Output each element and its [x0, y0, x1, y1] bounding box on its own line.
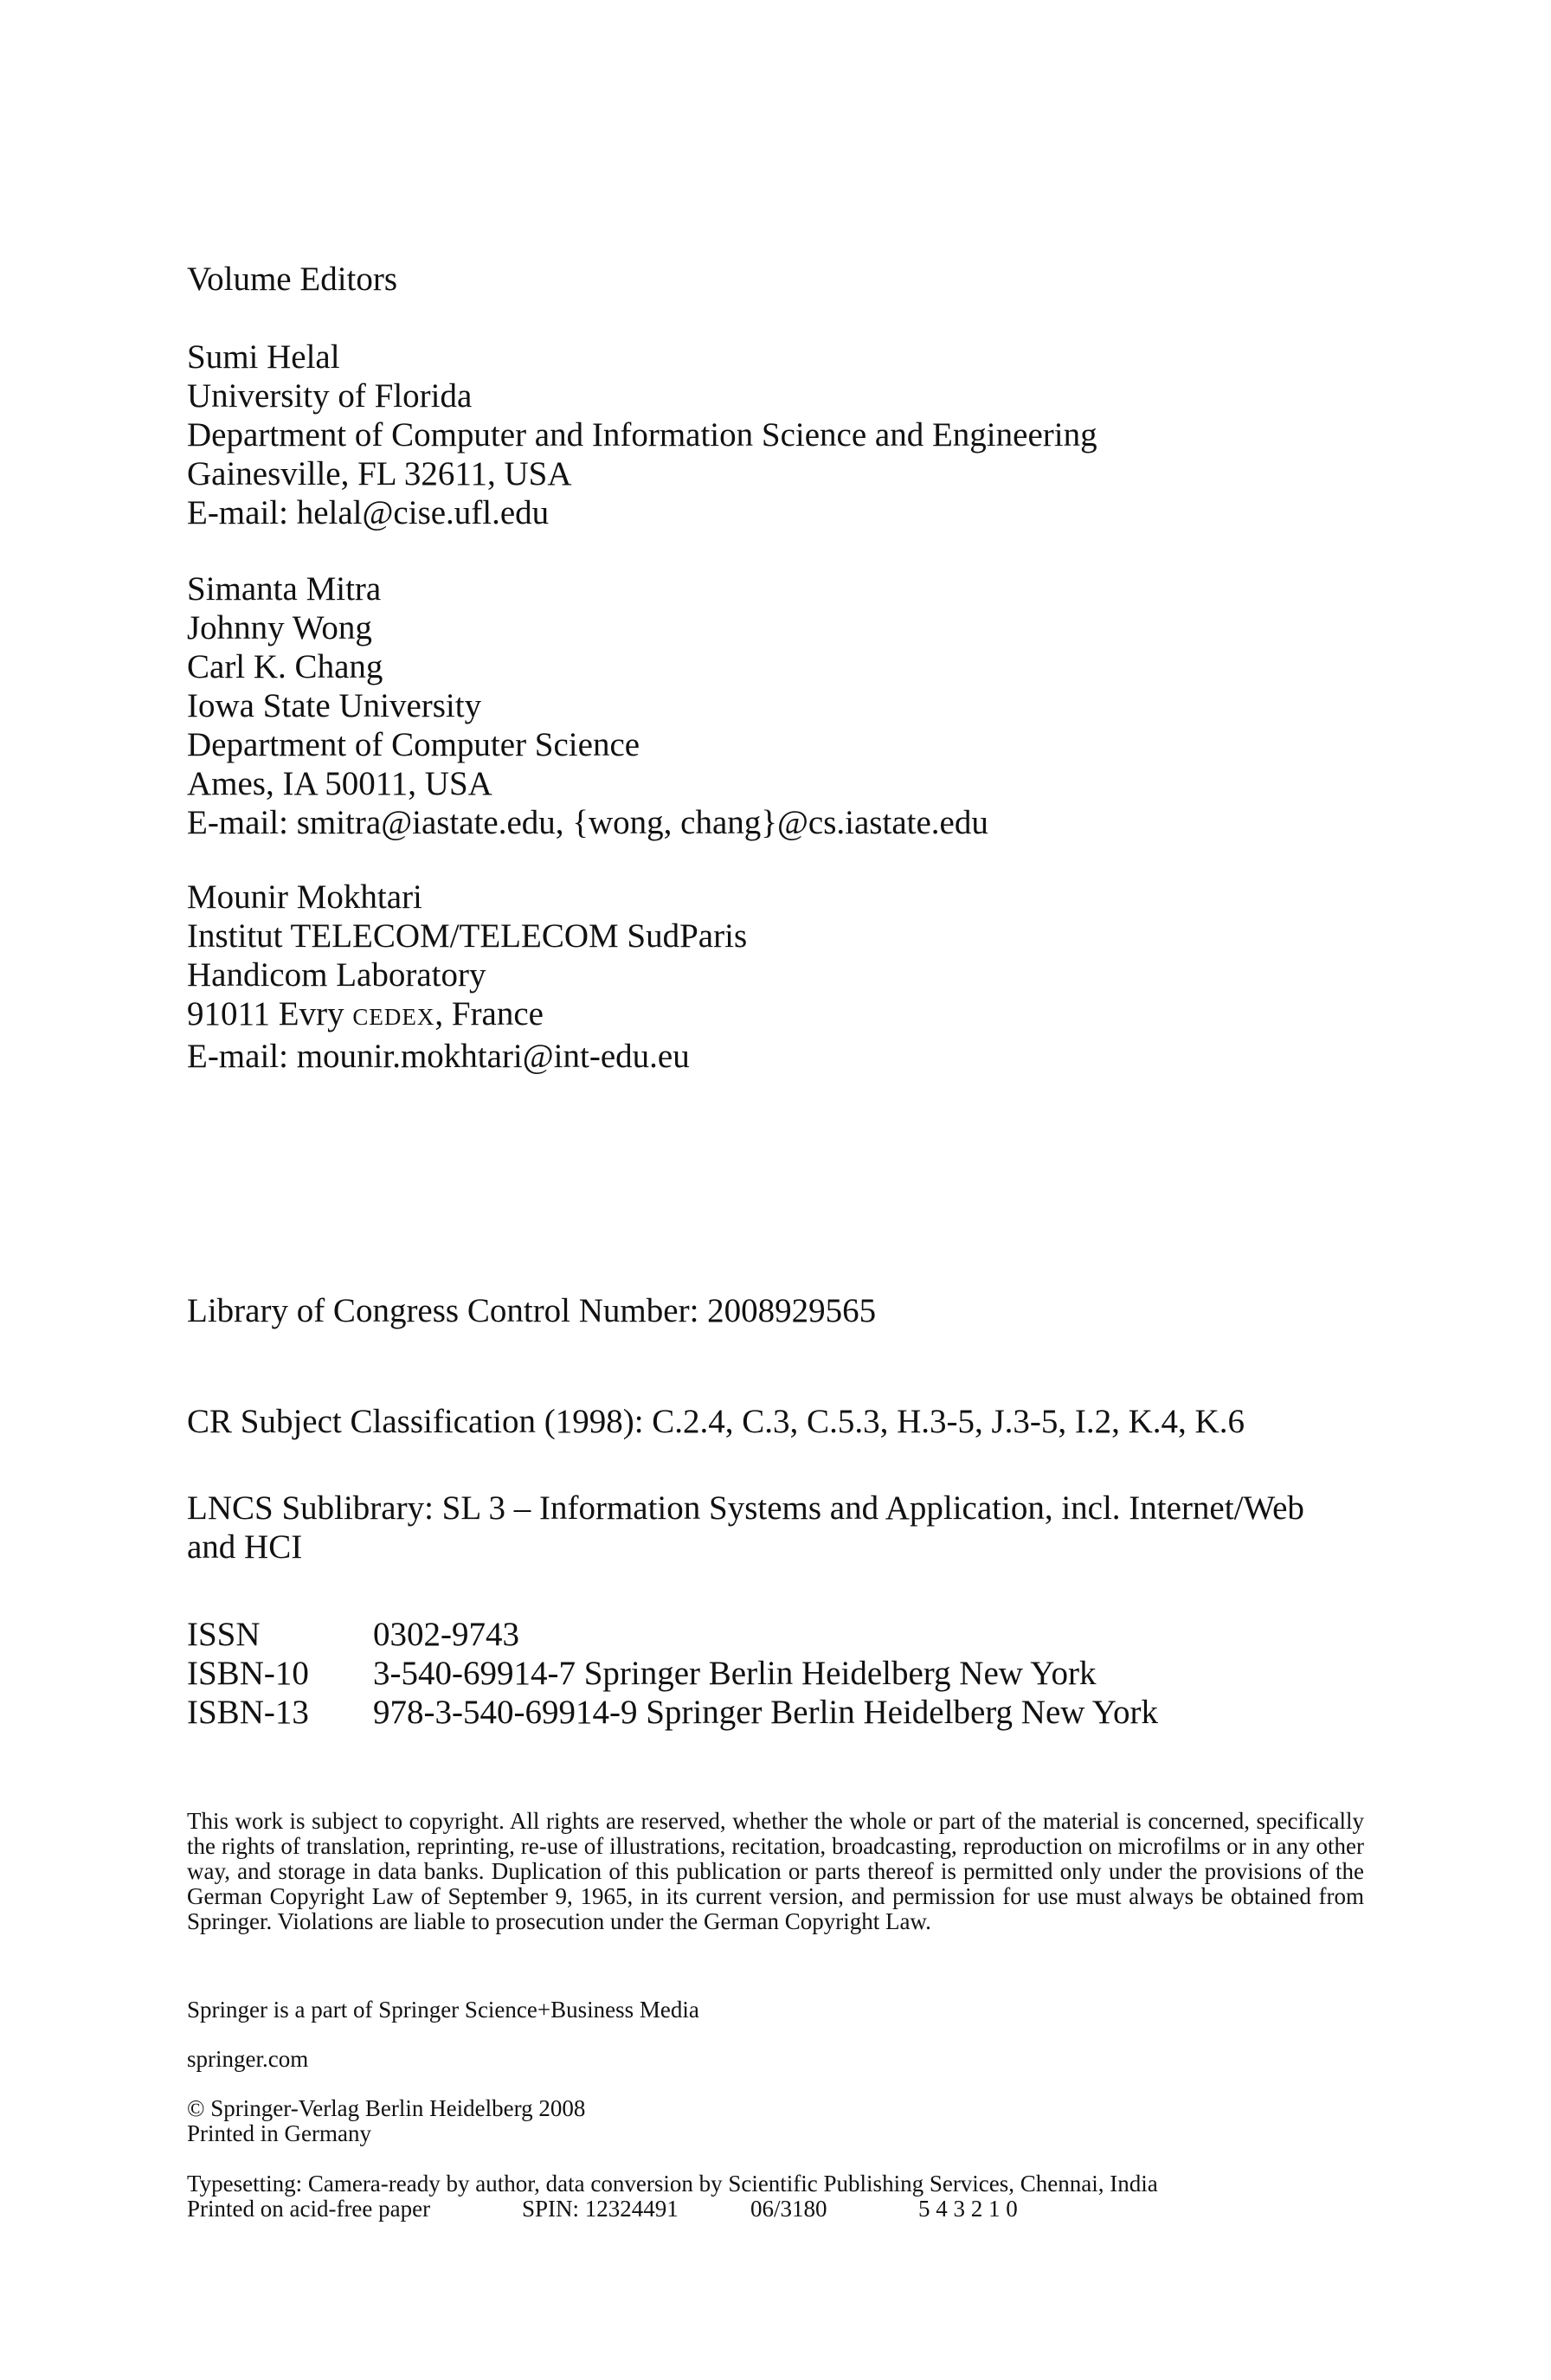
cr-classification-line: CR Subject Classification (1998): C.2.4, C.3, C.5.3, H.3-5, J.3-5, I.2, K.4, K.6 [187, 1403, 1245, 1440]
editor-block-iowa [187, 569, 1364, 842]
identifier-label: ISBN-13 [187, 1694, 309, 1731]
identifiers-table [187, 1615, 1364, 1732]
editor-laboratory: Handicom Laboratory [187, 956, 486, 994]
springer-part-line: Springer is a part of Springer Science+Business Media [187, 1997, 699, 2023]
identifier-row [187, 1693, 1364, 1732]
lccn-line: Library of Congress Control Number: 2008929565 [187, 1292, 877, 1329]
editor-block-helal [187, 338, 1364, 532]
editor-email: E-mail: helal@cise.ufl.edu [187, 494, 550, 531]
cedex-smallcaps: CEDEX [352, 1004, 435, 1030]
editor-affiliation: Institut TELECOM/TELECOM SudParis [187, 917, 748, 955]
identifier-row [187, 1615, 1364, 1654]
editor-name: Carl K. Chang [187, 648, 383, 685]
heading: Volume Editors [187, 261, 398, 298]
editor-name: Johnny Wong [187, 609, 372, 646]
printing-info [187, 2171, 1364, 2222]
editor-name: Mounir Mokhtari [187, 878, 422, 916]
springer-part [187, 1997, 1364, 2023]
copyright-line: © Springer-Verlag Berlin Heidelberg 2008 [187, 2095, 586, 2121]
editor-affiliation: University of Florida [187, 377, 473, 415]
lncs-sublibrary [187, 1489, 1364, 1566]
identifier-label: ISSN [187, 1616, 261, 1653]
editor-department: Department of Computer and Information Science and Engineering [187, 416, 1097, 453]
lncs-sublibrary-line-2: and HCI [187, 1528, 303, 1566]
city-prefix: 91011 Evry [187, 995, 353, 1032]
print-code: 06/3180 [750, 2196, 827, 2222]
editor-address: Gainesville, FL 32611, USA [187, 455, 572, 492]
city-suffix: , France [434, 995, 544, 1032]
website-line: springer.com [187, 2046, 309, 2072]
cr-classification [187, 1402, 1364, 1441]
lccn [187, 1291, 1364, 1330]
spin-number: SPIN: 12324491 [522, 2196, 679, 2222]
editor-email: E-mail: mounir.mokhtari@int-edu.eu [187, 1038, 690, 1075]
editor-address: Ames, IA 50011, USA [187, 765, 492, 802]
editor-email: E-mail: smitra@iastate.edu, {wong, chang}@cs.iastate.edu [187, 804, 988, 841]
copyright-notice: This work is subject to copyright. All rights are reserved, whether the whole or part of the material is concerned, specifically the rights of translation, reprinting, re-use of illustrations, recitation, broadcasting, reproduction on microfilms or in any other way, and storage in data banks. Duplication of this publication or parts thereof is permitted only under the provisions of the German Copyright Law of September 9, 1965, in its current version, and permission for use must always be obtained from Springer. Violations are liable to prosecution under the German Copyright Law. [187, 1808, 1364, 1934]
volume-editors-heading [187, 260, 1364, 299]
print-run: 5 4 3 2 1 0 [918, 2196, 1018, 2222]
identifier-value: 978-3-540-69914-9 Springer Berlin Heidelberg New York [373, 1694, 1158, 1731]
copyright-block [187, 2096, 1364, 2146]
typesetting-line: Typesetting: Camera-ready by author, data conversion by Scientific Publishing Services, Chennai, India [187, 2171, 1158, 2197]
editor-name: Simanta Mitra [187, 570, 382, 608]
editor-department: Department of Computer Science [187, 726, 640, 763]
editor-address [187, 994, 1364, 1037]
lncs-sublibrary-line-1: LNCS Sublibrary: SL 3 – Information Systems and Application, incl. Internet/Web [187, 1489, 1304, 1527]
identifier-value: 0302-9743 [373, 1616, 519, 1653]
editor-affiliation: Iowa State University [187, 687, 482, 724]
website [187, 2047, 1364, 2072]
identifier-row [187, 1654, 1364, 1693]
identifier-label: ISBN-10 [187, 1655, 309, 1692]
editor-block-mokhtari [187, 878, 1364, 1076]
paper-note: Printed on acid-free paper [187, 2196, 431, 2222]
editor-name: Sumi Helal [187, 338, 340, 376]
identifier-value: 3-540-69914-7 Springer Berlin Heidelberg New York [373, 1655, 1097, 1692]
printed-in-line: Printed in Germany [187, 2120, 371, 2146]
print-details-row [187, 2197, 1364, 2222]
